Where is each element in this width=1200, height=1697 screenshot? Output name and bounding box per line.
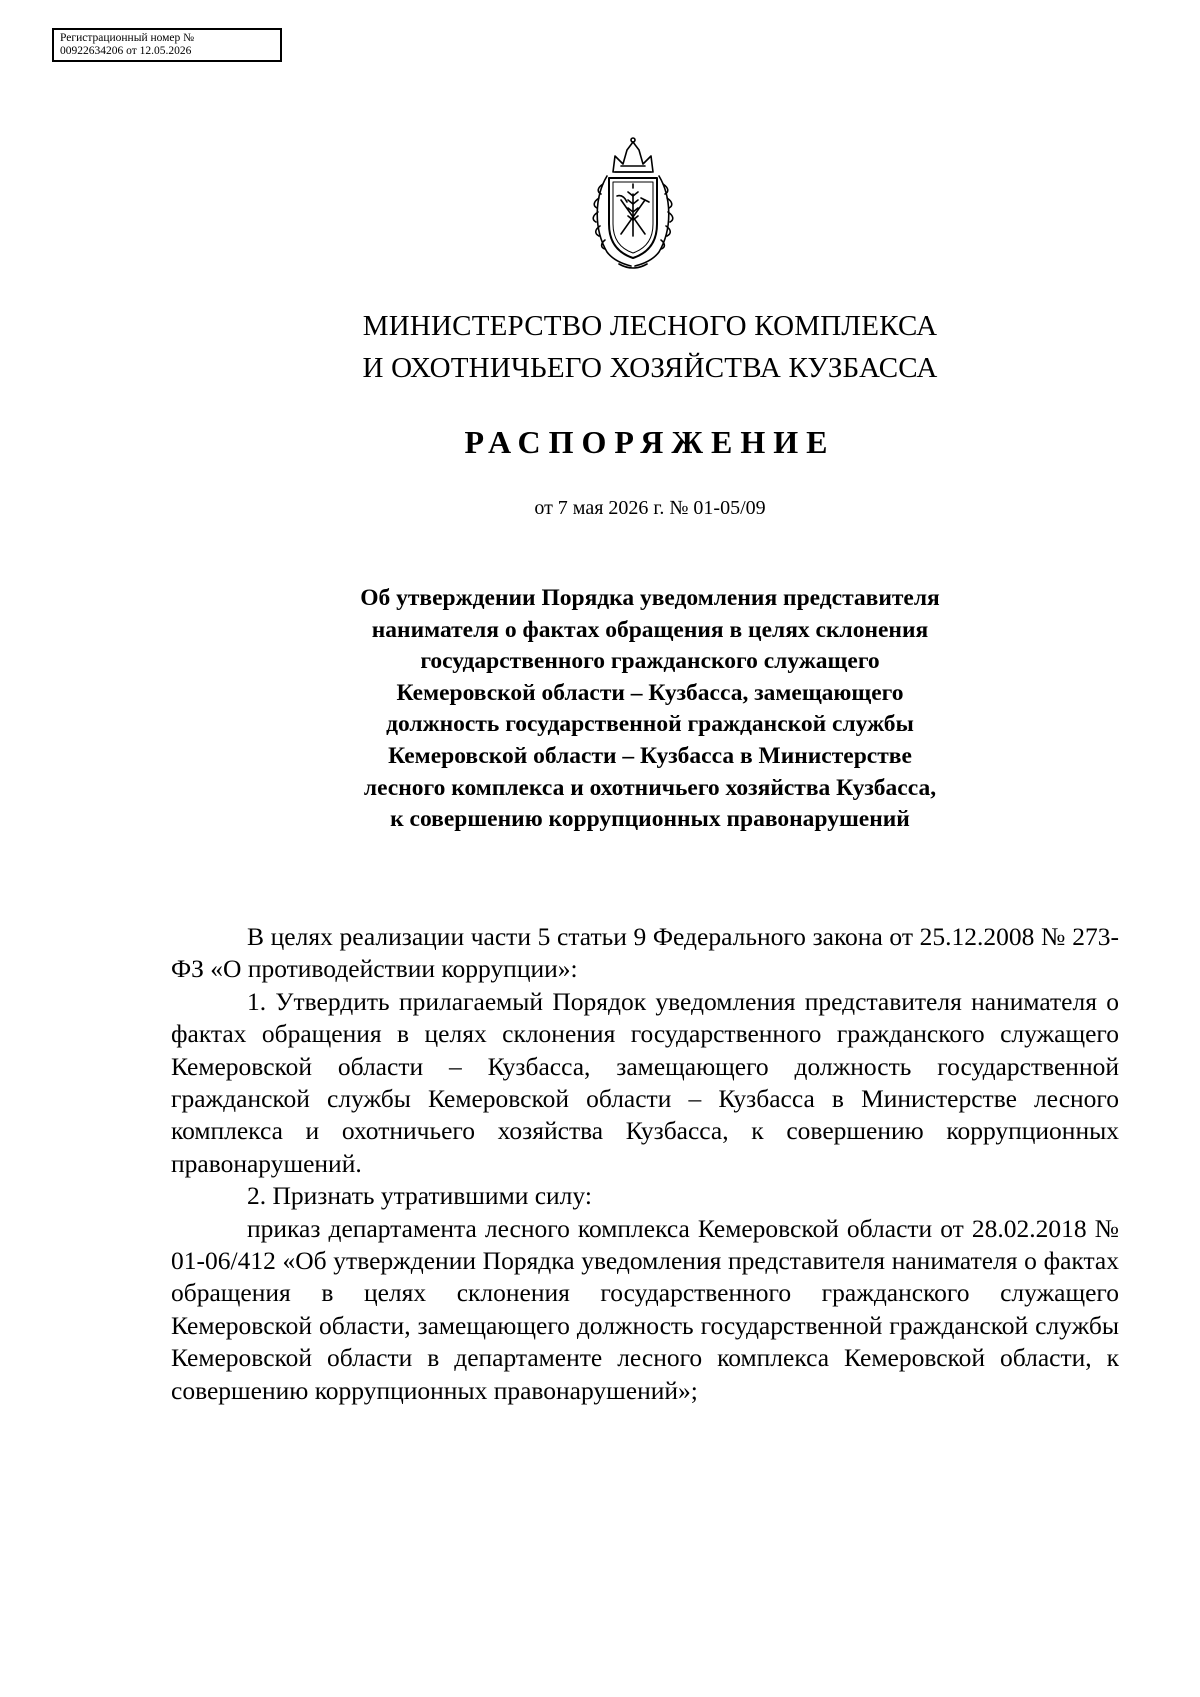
title-line: Об утверждении Порядка уведомления представителя — [360, 585, 940, 611]
ministry-name — [250, 305, 1050, 389]
title-line: государственного гражданского служащего — [420, 648, 880, 675]
registration-stamp — [52, 28, 282, 62]
document-title — [250, 583, 1050, 836]
title-line: лесного комплекса и охотничьего хозяйства Кузбасса, — [363, 774, 937, 801]
repealed-order-paragraph: приказ департамента лесного комплекса Кемеровской области от 28.02.2018 № 01-06/412 «Об утверждении Порядка уведомления представителя нанимателя о фактах обращения в целях склонения государственного гражданского служащего Кемеровской области, замещающего должность государственной гражданской службы Кемеровской области в департаменте лесного комплекса Кемеровской области, к совершению коррупционных правонарушений»; — [171, 1213, 1119, 1405]
title-line: Кемеровской области – Кузбасса, замещающего — [396, 679, 904, 706]
preamble-paragraph: В целях реализации части 5 статьи 9 Федерального закона от 25.12.2008 № 273-ФЗ «О противодействии коррупции»: — [171, 922, 1119, 984]
title-line: нанимателя о фактах обращения в целях склонения — [371, 616, 929, 643]
clause-1-paragraph: 1. Утвердить прилагаемый Порядок уведомления представителя нанимателя о фактах обращения в целях склонения государственного гражданского служащего Кемеровской области – Кузбасса, замещающего должность государственной гражданской службы Кемеровской области – Кузбасса в Министерстве лесного комплекса и охотничьего хозяйства Кузбасса, к совершению коррупционных правонарушений. — [171, 986, 1119, 1178]
ministry-name-line-2: И ОХОТНИЧЬЕГО ХОЗЯЙСТВА КУЗБАССА — [362, 352, 938, 384]
title-line: Кемеровской области – Кузбасса в Министерстве — [388, 742, 912, 769]
document-type: РАСПОРЯЖЕНИЕ — [464, 424, 836, 460]
registration-label: Регистрационный номер № — [60, 32, 195, 44]
document-body — [171, 921, 1119, 1407]
registration-number: 00922634206 от 12.05.2026 — [60, 45, 192, 57]
title-line: должность государственной гражданской службы — [386, 711, 914, 738]
title-line: к совершению коррупционных правонарушений — [390, 806, 910, 833]
coat-of-arms-icon — [585, 136, 681, 272]
document-date-number: от 7 мая 2026 г. № 01-05/09 — [534, 497, 766, 519]
clause-2-paragraph: 2. Признать утратившими силу: — [247, 1181, 592, 1211]
ministry-name-line-1: МИНИСТЕРСТВО ЛЕСНОГО КОМПЛЕКСА — [362, 310, 938, 342]
